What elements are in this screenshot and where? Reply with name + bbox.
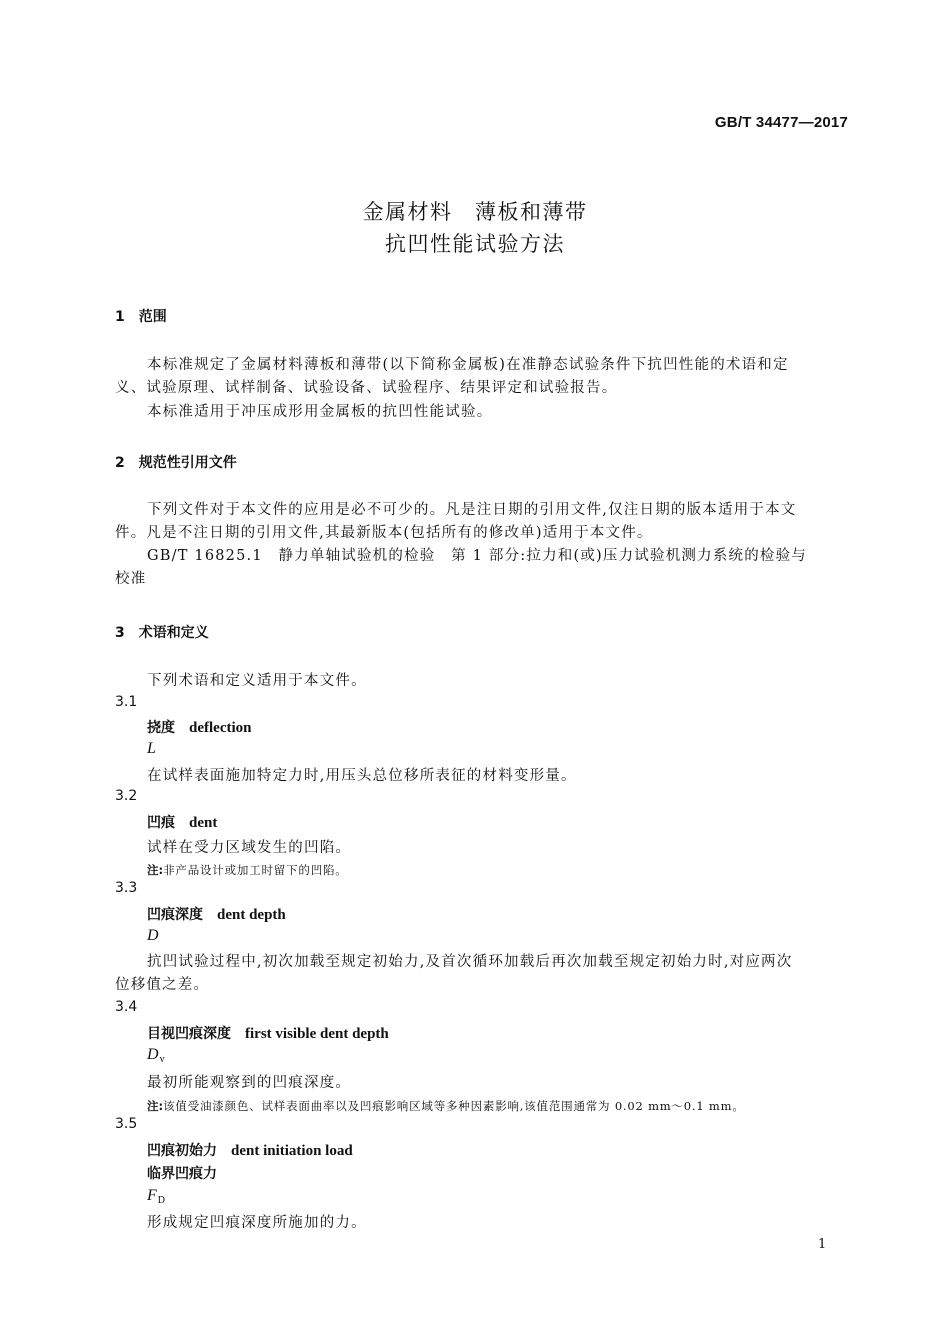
reference-line-2: 校准 (115, 571, 147, 587)
term-3-1-definition: 在试样表面施加特定力时,用压头总位移所表征的材料变形量。 (147, 768, 577, 784)
term-3-5-definition: 形成规定凹痕深度所施加的力。 (147, 1215, 367, 1231)
term-3-5-title (147, 1140, 353, 1160)
section-2-paragraph-1 (115, 499, 855, 545)
term-3-4-title (147, 1023, 389, 1043)
page-number: 1 (818, 1237, 827, 1252)
section-3-heading: 3 术语和定义 (115, 625, 209, 641)
term-3-3-number: 3.3 (115, 880, 138, 896)
section-1-paragraph-1 (115, 354, 855, 400)
term-3-2-zh: 凹痕 (147, 815, 175, 831)
section-3-intro: 下列术语和定义适用于本文件。 (147, 673, 367, 689)
term-3-2-note (147, 859, 348, 878)
section-2-heading: 2 规范性引用文件 (115, 455, 237, 471)
term-3-1-number: 3.1 (115, 694, 138, 710)
term-3-1-zh: 挠度 (147, 720, 175, 736)
section-1-p1-line-1: 本标准规定了金属材料薄板和薄带(以下简称金属板)在准静态试验条件下抗凹性能的术语和定 (147, 357, 789, 373)
note-text: 该值受油漆颜色、试样表面曲率以及凹痕影响区域等多种因素影响,该值范围通常为 0.02 mm～0.1 mm。 (163, 1099, 745, 1113)
section-1-paragraph-2: 本标准适用于冲压成形用金属板的抗凹性能试验。 (147, 404, 493, 420)
term-3-5-number: 3.5 (115, 1116, 138, 1132)
term-3-4-note (147, 1095, 745, 1114)
term-3-1-title (147, 717, 251, 737)
term-3-2-definition: 试样在受力区域发生的凹陷。 (147, 840, 352, 856)
title-line-1: 金属材料 薄板和薄带 (362, 200, 588, 224)
term-3-3-def-line-1: 抗凹试验过程中,初次加载至规定初始力,及首次循环加载后再次加载至规定初始力时,对应两次 (147, 954, 793, 970)
section-1-heading: 1 范围 (115, 309, 167, 325)
symbol-subscript: v (159, 1054, 165, 1065)
term-3-2-title (147, 812, 217, 832)
term-3-2-en: dent (189, 815, 218, 831)
term-3-4-symbol (147, 1046, 165, 1065)
term-3-5-symbol (147, 1187, 165, 1206)
note-text: 非产品设计或加工时留下的凹陷。 (163, 863, 348, 877)
term-3-2-number: 3.2 (115, 788, 138, 804)
term-3-5-en: dent initiation load (231, 1143, 353, 1159)
term-3-3-zh: 凹痕深度 (147, 907, 203, 923)
term-3-4-definition: 最初所能观察到的凹痕深度。 (147, 1075, 352, 1091)
title-line-2: 抗凹性能试验方法 (385, 232, 565, 256)
term-3-4-number: 3.4 (115, 999, 138, 1015)
section-1-p1-line-2: 义、试验原理、试样制备、试验设备、试验程序、结果评定和试验报告。 (115, 380, 618, 396)
term-3-3-symbol: D (147, 927, 159, 944)
term-3-3-definition (115, 951, 855, 997)
symbol-main: F (147, 1187, 157, 1204)
section-2-reference (115, 545, 855, 591)
term-3-4-zh: 目视凹痕深度 (147, 1026, 231, 1042)
note-label: 注: (147, 1099, 164, 1113)
term-3-3-title (147, 904, 286, 924)
standard-code: GB/T 34477—2017 (714, 114, 848, 131)
term-3-3-def-line-2: 位移值之差。 (115, 977, 210, 993)
reference-line-1: GB/T 16825.1 静力单轴试验机的检验 第 1 部分:拉力和(或)压力试验机测力系统的检验与 (147, 548, 808, 564)
note-label: 注: (147, 863, 164, 877)
term-3-5-alt-term: 临界凹痕力 (147, 1166, 217, 1182)
symbol-main: D (147, 1046, 159, 1063)
section-2-p1-line-1: 下列文件对于本文件的应用是必不可少的。凡是注日期的引用文件,仅注日期的版本适用于本文 (147, 502, 797, 518)
term-3-4-en: first visible dent depth (245, 1026, 389, 1042)
term-3-1-symbol: L (147, 740, 156, 757)
symbol-subscript: D (157, 1195, 166, 1206)
term-3-5-zh: 凹痕初始力 (147, 1143, 217, 1159)
term-3-3-en: dent depth (217, 907, 286, 923)
term-3-1-en: deflection (189, 720, 252, 736)
section-2-p1-line-2: 件。凡是不注日期的引用文件,其最新版本(包括所有的修改单)适用于本文件。 (115, 525, 653, 541)
